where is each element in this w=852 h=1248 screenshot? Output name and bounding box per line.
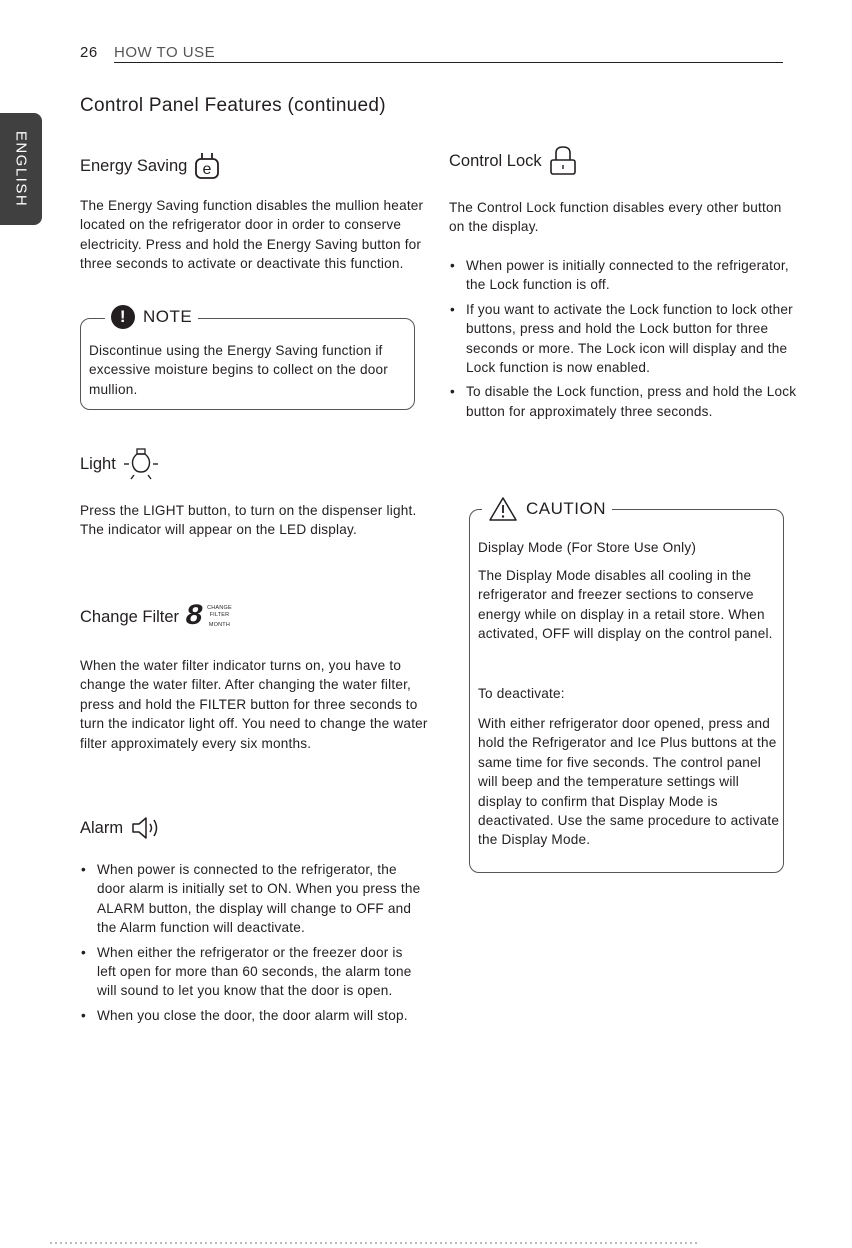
control-lock-bullet-list [449, 256, 799, 426]
exclamation-icon: ! [111, 305, 135, 329]
speaker-icon [129, 814, 163, 842]
light-bulb-icon [122, 448, 160, 480]
control-lock-title: Control Lock [449, 151, 542, 170]
filter-indicator-labels: CHANGE FILTER MONTH [207, 605, 232, 628]
warning-triangle-icon [488, 496, 518, 522]
alarm-bullet-list [80, 860, 425, 1030]
alarm-title: Alarm [80, 818, 124, 837]
list-item: • When you close the door, the door alarm will stop. [80, 1006, 425, 1025]
note-text: Discontinue using the Energy Saving function if excessive moisture begins to collect on the door mullion. [89, 343, 388, 397]
light-heading [80, 448, 440, 480]
filter-digit-icon: 8 [185, 600, 204, 634]
svg-text:e: e [202, 161, 212, 178]
list-item: • When either the refrigerator or the freezer door is left open for more than 60 seconds, the alarm tone will sound to let you know that the door is open. [80, 943, 425, 1001]
caution-box [469, 499, 784, 873]
energy-saving-icon [193, 152, 221, 180]
list-item: • When power is connected to the refrigerator, the door alarm is initially set to ON. When you press the ALARM button, the display will change to OFF and the Alarm function will deactivate. [80, 860, 425, 938]
caution-label [482, 496, 612, 522]
alarm-heading [80, 814, 440, 842]
page-number: 26 [80, 44, 98, 61]
caution-title: CAUTION [526, 499, 606, 518]
language-side-tab [0, 113, 42, 225]
section-name: HOW TO USE [114, 44, 216, 61]
list-item: • If you want to activate the Lock function to lock other buttons, press and hold the Lock button for three seconds or more. The Lock icon will display and the Lock function is now enabled. [449, 300, 799, 378]
caution-paragraph-1: The Display Mode disables all cooling in the refrigerator and freezer sections to conserve energy while on display in a retail store. When activated, OFF will display on the control panel. [478, 568, 773, 642]
list-item: • To disable the Lock function, press and hold the Lock button for approximately three seconds. [449, 382, 799, 421]
note-title: NOTE [143, 307, 193, 326]
header-rule [114, 62, 783, 63]
energy-saving-heading [80, 152, 440, 180]
note-box [80, 307, 415, 410]
caution-subtitle: Display Mode (For Store Use Only) [478, 540, 697, 555]
light-title: Light [80, 454, 116, 473]
footer-dotted-line [50, 1242, 700, 1244]
change-filter-icon [185, 602, 232, 632]
control-lock-text: The Control Lock function disables every other button on the display. [449, 200, 782, 235]
caution-deactivate-heading: To deactivate: [478, 686, 565, 701]
caution-paragraph-2: With either refrigerator door opened, press and hold the Refrigerator and Ice Plus buttons at the same time for five seconds. The control panel will beep and the temperature settings will display to confirm that Display Mode is deactivated. Use the same procedure to activate the Display Mode. [478, 716, 780, 848]
page-title: Control Panel Features (continued) [80, 95, 386, 116]
change-filter-title: Change Filter [80, 607, 180, 626]
light-text: Press the LIGHT button, to turn on the dispenser light. The indicator will appear on the LED display. [80, 503, 417, 538]
energy-saving-title: Energy Saving [80, 156, 188, 175]
control-lock-heading [449, 145, 799, 177]
lock-icon [548, 145, 578, 177]
change-filter-text: When the water filter indicator turns on, you have to change the water filter. After changing the water filter, press and hold the FILTER button for three seconds to turn the indicator light off. You need to change the water filter approximately every six months. [80, 658, 428, 751]
note-label [105, 305, 198, 329]
list-item: • When power is initially connected to the refrigerator, the Lock function is off. [449, 256, 799, 295]
energy-saving-text: The Energy Saving function disables the mullion heater located on the refrigerator door in order to conserve electricity. Press and hold the Energy Saving button for three seconds to activate or deactivate this function. [80, 198, 424, 272]
change-filter-heading [80, 602, 440, 632]
side-tab-label: ENGLISH [12, 130, 30, 208]
